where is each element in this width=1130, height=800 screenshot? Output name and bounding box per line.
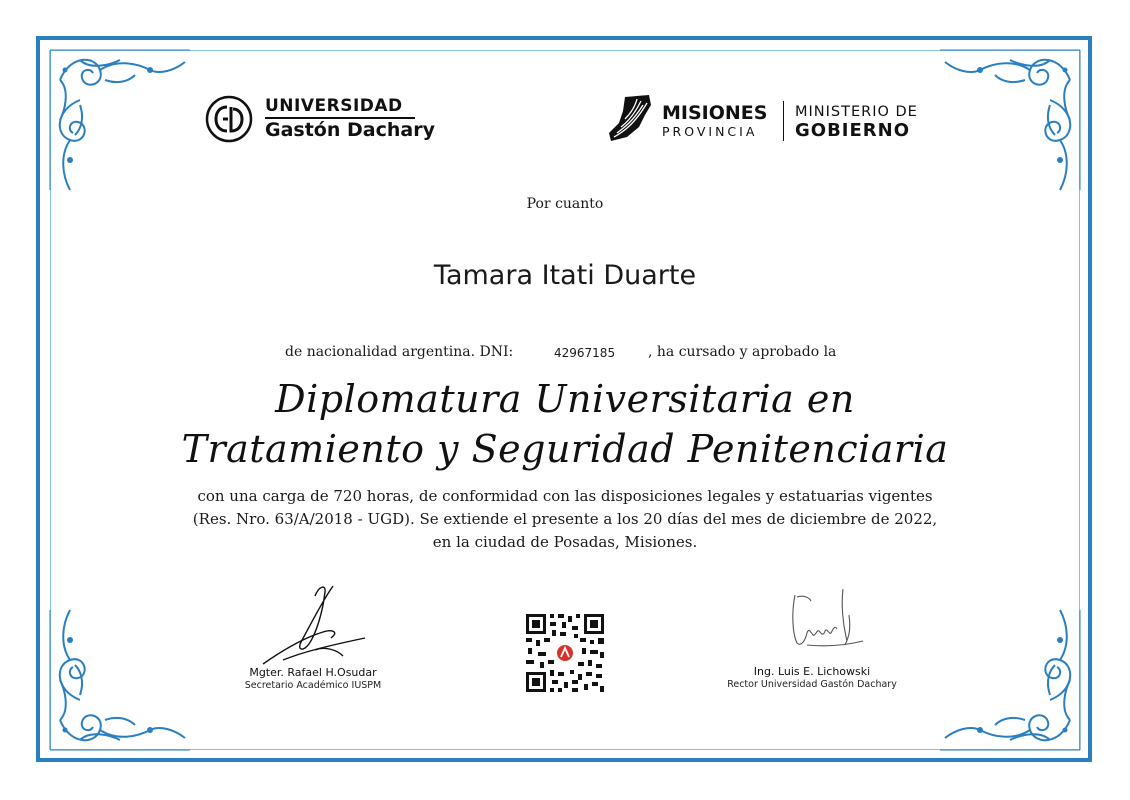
- nationality-text: de nacionalidad argentina. DNI:: [285, 344, 514, 360]
- ministry-line2: GOBIERNO: [795, 120, 911, 141]
- signature-block-right: [712, 585, 912, 690]
- ministry-line1: MINISTERIO DE: [795, 104, 918, 120]
- diploma-title-line2: Tratamiento y Seguridad Penitenciaria: [181, 427, 949, 471]
- ornament-corner-bottom-left: [40, 600, 200, 760]
- body-line3: en la ciudad de Posadas, Misiones.: [432, 533, 698, 551]
- intro-text: Por cuanto: [526, 196, 604, 212]
- signatory-right-name: Ing. Luis E. Lichowski: [753, 665, 871, 678]
- ugd-logo-line1: UNIVERSIDAD: [265, 96, 403, 116]
- body-line2: (Res. Nro. 63/A/2018 - UGD). Se extiende el presente a los 20 días del mes de diciembre de 2022,: [192, 510, 938, 528]
- signatory-right-role: Rector Universidad Gastón Dachary: [727, 679, 897, 690]
- misiones-logo-name: MISIONES: [662, 102, 768, 124]
- misiones-logo-separator: [783, 101, 784, 141]
- ornament-corner-top-left: [40, 40, 200, 200]
- ornament-corner-bottom-right: [930, 600, 1090, 760]
- qr-code-icon: [524, 612, 606, 694]
- misiones-logo-sub: PROVINCIA: [662, 124, 758, 139]
- misiones-logo: [605, 93, 935, 149]
- recipient-name: Tamara Itati Duarte: [433, 260, 697, 291]
- misiones-emblem-icon: [605, 93, 657, 145]
- ugd-logo-line2: Gastón Dachary: [265, 119, 435, 141]
- signature-left: [253, 580, 373, 666]
- signatory-left-name: Mgter. Rafael H.Osudar: [249, 666, 377, 679]
- completed-text: , ha cursado y aprobado la: [648, 344, 837, 360]
- diploma-title-line1: Diplomatura Universitaria en: [275, 377, 855, 421]
- ornament-corner-top-right: [930, 40, 1090, 200]
- signature-right: [747, 585, 877, 665]
- dni-value: 42967185: [554, 346, 616, 360]
- ugd-logo: [205, 93, 445, 149]
- signatory-left-role: Secretario Académico IUSPM: [244, 680, 382, 691]
- ugd-logo-icon: [205, 95, 253, 143]
- signature-block-left: [213, 580, 413, 691]
- body-line1: con una carga de 720 horas, de conformidad con las disposiciones legales y estatuarias vigentes: [197, 487, 933, 505]
